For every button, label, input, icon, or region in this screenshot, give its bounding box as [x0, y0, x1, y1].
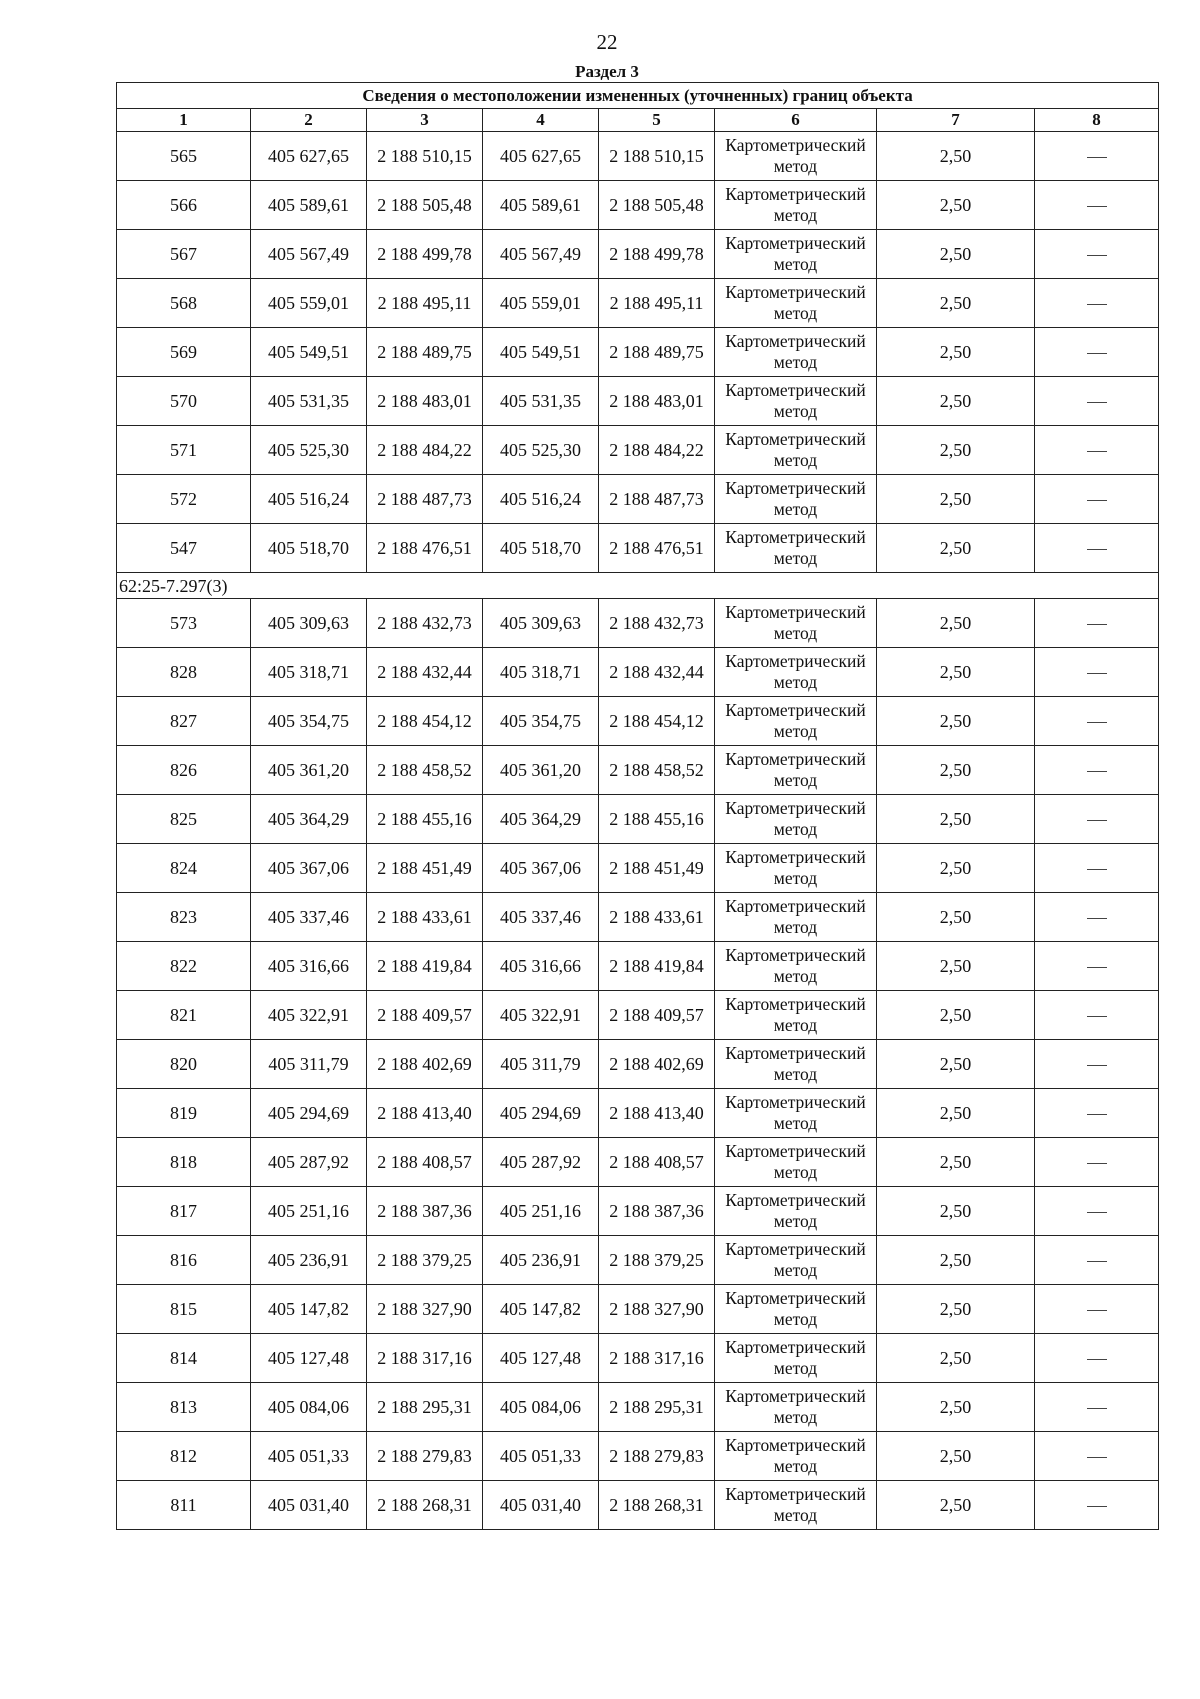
y-coordinate-cell: 2 188 432,44	[599, 648, 715, 697]
x-coordinate-cell: 405 559,01	[483, 279, 599, 328]
table-row	[117, 1089, 1159, 1138]
accuracy-cell: 2,50	[877, 524, 1035, 573]
table-row	[117, 1481, 1159, 1530]
x-coordinate-cell: 405 337,46	[483, 893, 599, 942]
method-cell: Картометрический метод	[715, 524, 877, 573]
point-number-cell: 566	[117, 181, 251, 230]
x-coordinate-cell: 405 516,24	[251, 475, 367, 524]
y-coordinate-cell: 2 188 483,01	[367, 377, 483, 426]
y-coordinate-cell: 2 188 455,16	[367, 795, 483, 844]
table-row	[117, 132, 1159, 181]
empty-value-cell	[1035, 279, 1159, 328]
y-coordinate-cell: 2 188 409,57	[599, 991, 715, 1040]
empty-value-cell	[1035, 1236, 1159, 1285]
empty-value-cell	[1035, 1432, 1159, 1481]
table-row	[117, 648, 1159, 697]
x-coordinate-cell: 405 294,69	[483, 1089, 599, 1138]
point-number-cell: 816	[117, 1236, 251, 1285]
accuracy-cell: 2,50	[877, 893, 1035, 942]
y-coordinate-cell: 2 188 387,36	[367, 1187, 483, 1236]
table-row	[117, 1187, 1159, 1236]
table-row	[117, 991, 1159, 1040]
empty-value-cell	[1035, 648, 1159, 697]
accuracy-cell: 2,50	[877, 1040, 1035, 1089]
y-coordinate-cell: 2 188 409,57	[367, 991, 483, 1040]
x-coordinate-cell: 405 322,91	[483, 991, 599, 1040]
x-coordinate-cell: 405 147,82	[251, 1285, 367, 1334]
empty-value-cell	[1035, 1089, 1159, 1138]
y-coordinate-cell: 2 188 476,51	[367, 524, 483, 573]
x-coordinate-cell: 405 309,63	[251, 599, 367, 648]
point-number-cell: 818	[117, 1138, 251, 1187]
empty-value-cell	[1035, 599, 1159, 648]
point-number-cell: 820	[117, 1040, 251, 1089]
method-cell: Картометрический метод	[715, 1138, 877, 1187]
x-coordinate-cell: 405 031,40	[251, 1481, 367, 1530]
y-coordinate-cell: 2 188 505,48	[599, 181, 715, 230]
dash-mark	[1087, 820, 1107, 821]
y-coordinate-cell: 2 188 433,61	[599, 893, 715, 942]
x-coordinate-cell: 405 361,20	[251, 746, 367, 795]
method-cell: Картометрический метод	[715, 132, 877, 181]
accuracy-cell: 2,50	[877, 279, 1035, 328]
dash-mark	[1087, 1506, 1107, 1507]
x-coordinate-cell: 405 367,06	[483, 844, 599, 893]
y-coordinate-cell: 2 188 268,31	[599, 1481, 715, 1530]
method-cell: Картометрический метод	[715, 1481, 877, 1530]
empty-value-cell	[1035, 1187, 1159, 1236]
y-coordinate-cell: 2 188 499,78	[599, 230, 715, 279]
y-coordinate-cell: 2 188 451,49	[367, 844, 483, 893]
y-coordinate-cell: 2 188 454,12	[367, 697, 483, 746]
method-cell: Картометрический метод	[715, 942, 877, 991]
x-coordinate-cell: 405 589,61	[483, 181, 599, 230]
dash-mark	[1087, 1016, 1107, 1017]
accuracy-cell: 2,50	[877, 475, 1035, 524]
accuracy-cell: 2,50	[877, 230, 1035, 279]
y-coordinate-cell: 2 188 379,25	[367, 1236, 483, 1285]
column-number: 4	[483, 109, 599, 132]
column-number: 5	[599, 109, 715, 132]
x-coordinate-cell: 405 367,06	[251, 844, 367, 893]
method-cell: Картометрический метод	[715, 1383, 877, 1432]
point-number-cell: 813	[117, 1383, 251, 1432]
x-coordinate-cell: 405 236,91	[251, 1236, 367, 1285]
point-number-cell: 571	[117, 426, 251, 475]
y-coordinate-cell: 2 188 317,16	[599, 1334, 715, 1383]
accuracy-cell: 2,50	[877, 132, 1035, 181]
point-number-cell: 569	[117, 328, 251, 377]
dash-mark	[1087, 673, 1107, 674]
x-coordinate-cell: 405 549,51	[251, 328, 367, 377]
point-number-cell: 812	[117, 1432, 251, 1481]
point-number-cell: 573	[117, 599, 251, 648]
x-coordinate-cell: 405 316,66	[483, 942, 599, 991]
x-coordinate-cell: 405 322,91	[251, 991, 367, 1040]
x-coordinate-cell: 405 354,75	[483, 697, 599, 746]
point-number-cell: 565	[117, 132, 251, 181]
point-number-cell: 570	[117, 377, 251, 426]
table-row	[117, 746, 1159, 795]
empty-value-cell	[1035, 181, 1159, 230]
y-coordinate-cell: 2 188 379,25	[599, 1236, 715, 1285]
x-coordinate-cell: 405 518,70	[483, 524, 599, 573]
empty-value-cell	[1035, 230, 1159, 279]
y-coordinate-cell: 2 188 387,36	[599, 1187, 715, 1236]
column-number-row	[117, 109, 1159, 132]
accuracy-cell: 2,50	[877, 1089, 1035, 1138]
empty-value-cell	[1035, 1040, 1159, 1089]
column-number: 2	[251, 109, 367, 132]
x-coordinate-cell: 405 251,16	[483, 1187, 599, 1236]
dash-mark	[1087, 1457, 1107, 1458]
x-coordinate-cell: 405 516,24	[483, 475, 599, 524]
x-coordinate-cell: 405 337,46	[251, 893, 367, 942]
table-body	[117, 132, 1159, 1530]
y-coordinate-cell: 2 188 458,52	[367, 746, 483, 795]
x-coordinate-cell: 405 084,06	[251, 1383, 367, 1432]
point-number-cell: 572	[117, 475, 251, 524]
dash-mark	[1087, 1114, 1107, 1115]
dash-mark	[1087, 771, 1107, 772]
y-coordinate-cell: 2 188 419,84	[599, 942, 715, 991]
table-caption-row	[117, 83, 1159, 109]
x-coordinate-cell: 405 287,92	[251, 1138, 367, 1187]
x-coordinate-cell: 405 051,33	[251, 1432, 367, 1481]
y-coordinate-cell: 2 188 487,73	[367, 475, 483, 524]
dash-mark	[1087, 1065, 1107, 1066]
empty-value-cell	[1035, 328, 1159, 377]
point-number-cell: 821	[117, 991, 251, 1040]
y-coordinate-cell: 2 188 419,84	[367, 942, 483, 991]
accuracy-cell: 2,50	[877, 181, 1035, 230]
method-cell: Картометрический метод	[715, 181, 877, 230]
x-coordinate-cell: 405 127,48	[483, 1334, 599, 1383]
accuracy-cell: 2,50	[877, 377, 1035, 426]
dash-mark	[1087, 918, 1107, 919]
y-coordinate-cell: 2 188 402,69	[367, 1040, 483, 1089]
table-row	[117, 697, 1159, 746]
dash-mark	[1087, 255, 1107, 256]
method-cell: Картометрический метод	[715, 279, 877, 328]
method-cell: Картометрический метод	[715, 475, 877, 524]
y-coordinate-cell: 2 188 279,83	[599, 1432, 715, 1481]
y-coordinate-cell: 2 188 487,73	[599, 475, 715, 524]
x-coordinate-cell: 405 589,61	[251, 181, 367, 230]
x-coordinate-cell: 405 294,69	[251, 1089, 367, 1138]
accuracy-cell: 2,50	[877, 426, 1035, 475]
table-row	[117, 844, 1159, 893]
empty-value-cell	[1035, 893, 1159, 942]
method-cell: Картометрический метод	[715, 893, 877, 942]
group-label: 62:25-7.297(3)	[117, 573, 1159, 599]
accuracy-cell: 2,50	[877, 1187, 1035, 1236]
x-coordinate-cell: 405 318,71	[483, 648, 599, 697]
y-coordinate-cell: 2 188 510,15	[599, 132, 715, 181]
empty-value-cell	[1035, 475, 1159, 524]
x-coordinate-cell: 405 525,30	[251, 426, 367, 475]
table-row	[117, 279, 1159, 328]
method-cell: Картометрический метод	[715, 377, 877, 426]
y-coordinate-cell: 2 188 295,31	[367, 1383, 483, 1432]
table-caption: Сведения о местоположении измененных (уточненных) границ объекта	[117, 83, 1159, 109]
table-row	[117, 893, 1159, 942]
x-coordinate-cell: 405 531,35	[483, 377, 599, 426]
boundary-coordinates-table	[116, 82, 1159, 1530]
method-cell: Картометрический метод	[715, 1089, 877, 1138]
y-coordinate-cell: 2 188 489,75	[599, 328, 715, 377]
x-coordinate-cell: 405 364,29	[251, 795, 367, 844]
dash-mark	[1087, 157, 1107, 158]
empty-value-cell	[1035, 1285, 1159, 1334]
dash-mark	[1087, 1408, 1107, 1409]
y-coordinate-cell: 2 188 408,57	[599, 1138, 715, 1187]
x-coordinate-cell: 405 316,66	[251, 942, 367, 991]
x-coordinate-cell: 405 251,16	[251, 1187, 367, 1236]
table-row	[117, 599, 1159, 648]
accuracy-cell: 2,50	[877, 1236, 1035, 1285]
empty-value-cell	[1035, 1383, 1159, 1432]
point-number-cell: 567	[117, 230, 251, 279]
dash-mark	[1087, 1310, 1107, 1311]
y-coordinate-cell: 2 188 317,16	[367, 1334, 483, 1383]
table-row	[117, 328, 1159, 377]
method-cell: Картометрический метод	[715, 599, 877, 648]
empty-value-cell	[1035, 697, 1159, 746]
table-row	[117, 475, 1159, 524]
point-number-cell: 822	[117, 942, 251, 991]
dash-mark	[1087, 722, 1107, 723]
table-row	[117, 1236, 1159, 1285]
x-coordinate-cell: 405 531,35	[251, 377, 367, 426]
y-coordinate-cell: 2 188 483,01	[599, 377, 715, 426]
y-coordinate-cell: 2 188 268,31	[367, 1481, 483, 1530]
method-cell: Картометрический метод	[715, 230, 877, 279]
point-number-cell: 827	[117, 697, 251, 746]
x-coordinate-cell: 405 147,82	[483, 1285, 599, 1334]
dash-mark	[1087, 1359, 1107, 1360]
x-coordinate-cell: 405 051,33	[483, 1432, 599, 1481]
x-coordinate-cell: 405 031,40	[483, 1481, 599, 1530]
y-coordinate-cell: 2 188 432,73	[367, 599, 483, 648]
method-cell: Картометрический метод	[715, 1285, 877, 1334]
accuracy-cell: 2,50	[877, 1334, 1035, 1383]
table-row	[117, 795, 1159, 844]
y-coordinate-cell: 2 188 505,48	[367, 181, 483, 230]
accuracy-cell: 2,50	[877, 1432, 1035, 1481]
dash-mark	[1087, 451, 1107, 452]
y-coordinate-cell: 2 188 454,12	[599, 697, 715, 746]
y-coordinate-cell: 2 188 432,44	[367, 648, 483, 697]
point-number-cell: 828	[117, 648, 251, 697]
empty-value-cell	[1035, 1138, 1159, 1187]
method-cell: Картометрический метод	[715, 844, 877, 893]
y-coordinate-cell: 2 188 451,49	[599, 844, 715, 893]
x-coordinate-cell: 405 127,48	[251, 1334, 367, 1383]
y-coordinate-cell: 2 188 455,16	[599, 795, 715, 844]
dash-mark	[1087, 1212, 1107, 1213]
point-number-cell: 568	[117, 279, 251, 328]
x-coordinate-cell: 405 567,49	[483, 230, 599, 279]
empty-value-cell	[1035, 132, 1159, 181]
accuracy-cell: 2,50	[877, 746, 1035, 795]
table-row	[117, 1138, 1159, 1187]
column-number: 8	[1035, 109, 1159, 132]
point-number-cell: 825	[117, 795, 251, 844]
point-number-cell: 814	[117, 1334, 251, 1383]
y-coordinate-cell: 2 188 413,40	[367, 1089, 483, 1138]
y-coordinate-cell: 2 188 433,61	[367, 893, 483, 942]
y-coordinate-cell: 2 188 402,69	[599, 1040, 715, 1089]
x-coordinate-cell: 405 309,63	[483, 599, 599, 648]
dash-mark	[1087, 402, 1107, 403]
table-row	[117, 1040, 1159, 1089]
empty-value-cell	[1035, 942, 1159, 991]
dash-mark	[1087, 206, 1107, 207]
point-number-cell: 819	[117, 1089, 251, 1138]
x-coordinate-cell: 405 559,01	[251, 279, 367, 328]
method-cell: Картометрический метод	[715, 648, 877, 697]
y-coordinate-cell: 2 188 484,22	[367, 426, 483, 475]
y-coordinate-cell: 2 188 408,57	[367, 1138, 483, 1187]
accuracy-cell: 2,50	[877, 1285, 1035, 1334]
y-coordinate-cell: 2 188 476,51	[599, 524, 715, 573]
dash-mark	[1087, 353, 1107, 354]
point-number-cell: 826	[117, 746, 251, 795]
column-number: 7	[877, 109, 1035, 132]
dash-mark	[1087, 624, 1107, 625]
y-coordinate-cell: 2 188 489,75	[367, 328, 483, 377]
dash-mark	[1087, 869, 1107, 870]
empty-value-cell	[1035, 795, 1159, 844]
x-coordinate-cell: 405 627,65	[483, 132, 599, 181]
y-coordinate-cell: 2 188 499,78	[367, 230, 483, 279]
x-coordinate-cell: 405 236,91	[483, 1236, 599, 1285]
accuracy-cell: 2,50	[877, 1481, 1035, 1530]
point-number-cell: 817	[117, 1187, 251, 1236]
accuracy-cell: 2,50	[877, 697, 1035, 746]
y-coordinate-cell: 2 188 484,22	[599, 426, 715, 475]
x-coordinate-cell: 405 354,75	[251, 697, 367, 746]
y-coordinate-cell: 2 188 279,83	[367, 1432, 483, 1481]
method-cell: Картометрический метод	[715, 746, 877, 795]
y-coordinate-cell: 2 188 413,40	[599, 1089, 715, 1138]
y-coordinate-cell: 2 188 495,11	[599, 279, 715, 328]
method-cell: Картометрический метод	[715, 426, 877, 475]
x-coordinate-cell: 405 627,65	[251, 132, 367, 181]
method-cell: Картометрический метод	[715, 1236, 877, 1285]
accuracy-cell: 2,50	[877, 795, 1035, 844]
table-row	[117, 1432, 1159, 1481]
dash-mark	[1087, 967, 1107, 968]
method-cell: Картометрический метод	[715, 1334, 877, 1383]
x-coordinate-cell: 405 525,30	[483, 426, 599, 475]
y-coordinate-cell: 2 188 432,73	[599, 599, 715, 648]
point-number-cell: 815	[117, 1285, 251, 1334]
accuracy-cell: 2,50	[877, 1138, 1035, 1187]
column-number: 3	[367, 109, 483, 132]
x-coordinate-cell: 405 567,49	[251, 230, 367, 279]
empty-value-cell	[1035, 844, 1159, 893]
accuracy-cell: 2,50	[877, 599, 1035, 648]
x-coordinate-cell: 405 361,20	[483, 746, 599, 795]
table-row	[117, 426, 1159, 475]
accuracy-cell: 2,50	[877, 991, 1035, 1040]
point-number-cell: 811	[117, 1481, 251, 1530]
table-row	[117, 181, 1159, 230]
y-coordinate-cell: 2 188 295,31	[599, 1383, 715, 1432]
dash-mark	[1087, 304, 1107, 305]
x-coordinate-cell: 405 364,29	[483, 795, 599, 844]
accuracy-cell: 2,50	[877, 844, 1035, 893]
y-coordinate-cell: 2 188 495,11	[367, 279, 483, 328]
method-cell: Картометрический метод	[715, 697, 877, 746]
empty-value-cell	[1035, 426, 1159, 475]
column-number: 1	[117, 109, 251, 132]
point-number-cell: 547	[117, 524, 251, 573]
x-coordinate-cell: 405 311,79	[251, 1040, 367, 1089]
section-title: Раздел 3	[575, 62, 639, 81]
x-coordinate-cell: 405 287,92	[483, 1138, 599, 1187]
x-coordinate-cell: 405 318,71	[251, 648, 367, 697]
x-coordinate-cell: 405 084,06	[483, 1383, 599, 1432]
method-cell: Картометрический метод	[715, 1187, 877, 1236]
accuracy-cell: 2,50	[877, 942, 1035, 991]
empty-value-cell	[1035, 524, 1159, 573]
method-cell: Картометрический метод	[715, 991, 877, 1040]
table-row	[117, 1334, 1159, 1383]
y-coordinate-cell: 2 188 327,90	[367, 1285, 483, 1334]
empty-value-cell	[1035, 377, 1159, 426]
empty-value-cell	[1035, 1481, 1159, 1530]
dash-mark	[1087, 1163, 1107, 1164]
empty-value-cell	[1035, 746, 1159, 795]
accuracy-cell: 2,50	[877, 328, 1035, 377]
table-row	[117, 230, 1159, 279]
accuracy-cell: 2,50	[877, 648, 1035, 697]
y-coordinate-cell: 2 188 458,52	[599, 746, 715, 795]
empty-value-cell	[1035, 1334, 1159, 1383]
x-coordinate-cell: 405 311,79	[483, 1040, 599, 1089]
method-cell: Картометрический метод	[715, 328, 877, 377]
table-row	[117, 524, 1159, 573]
method-cell: Картометрический метод	[715, 795, 877, 844]
dash-mark	[1087, 549, 1107, 550]
y-coordinate-cell: 2 188 327,90	[599, 1285, 715, 1334]
page-number: 22	[596, 30, 618, 54]
group-row	[117, 573, 1159, 599]
accuracy-cell: 2,50	[877, 1383, 1035, 1432]
point-number-cell: 823	[117, 893, 251, 942]
point-number-cell: 824	[117, 844, 251, 893]
dash-mark	[1087, 500, 1107, 501]
method-cell: Картометрический метод	[715, 1040, 877, 1089]
empty-value-cell	[1035, 991, 1159, 1040]
x-coordinate-cell: 405 518,70	[251, 524, 367, 573]
dash-mark	[1087, 1261, 1107, 1262]
table-row	[117, 377, 1159, 426]
method-cell: Картометрический метод	[715, 1432, 877, 1481]
column-number: 6	[715, 109, 877, 132]
table-row	[117, 942, 1159, 991]
table-row	[117, 1383, 1159, 1432]
table-row	[117, 1285, 1159, 1334]
y-coordinate-cell: 2 188 510,15	[367, 132, 483, 181]
x-coordinate-cell: 405 549,51	[483, 328, 599, 377]
